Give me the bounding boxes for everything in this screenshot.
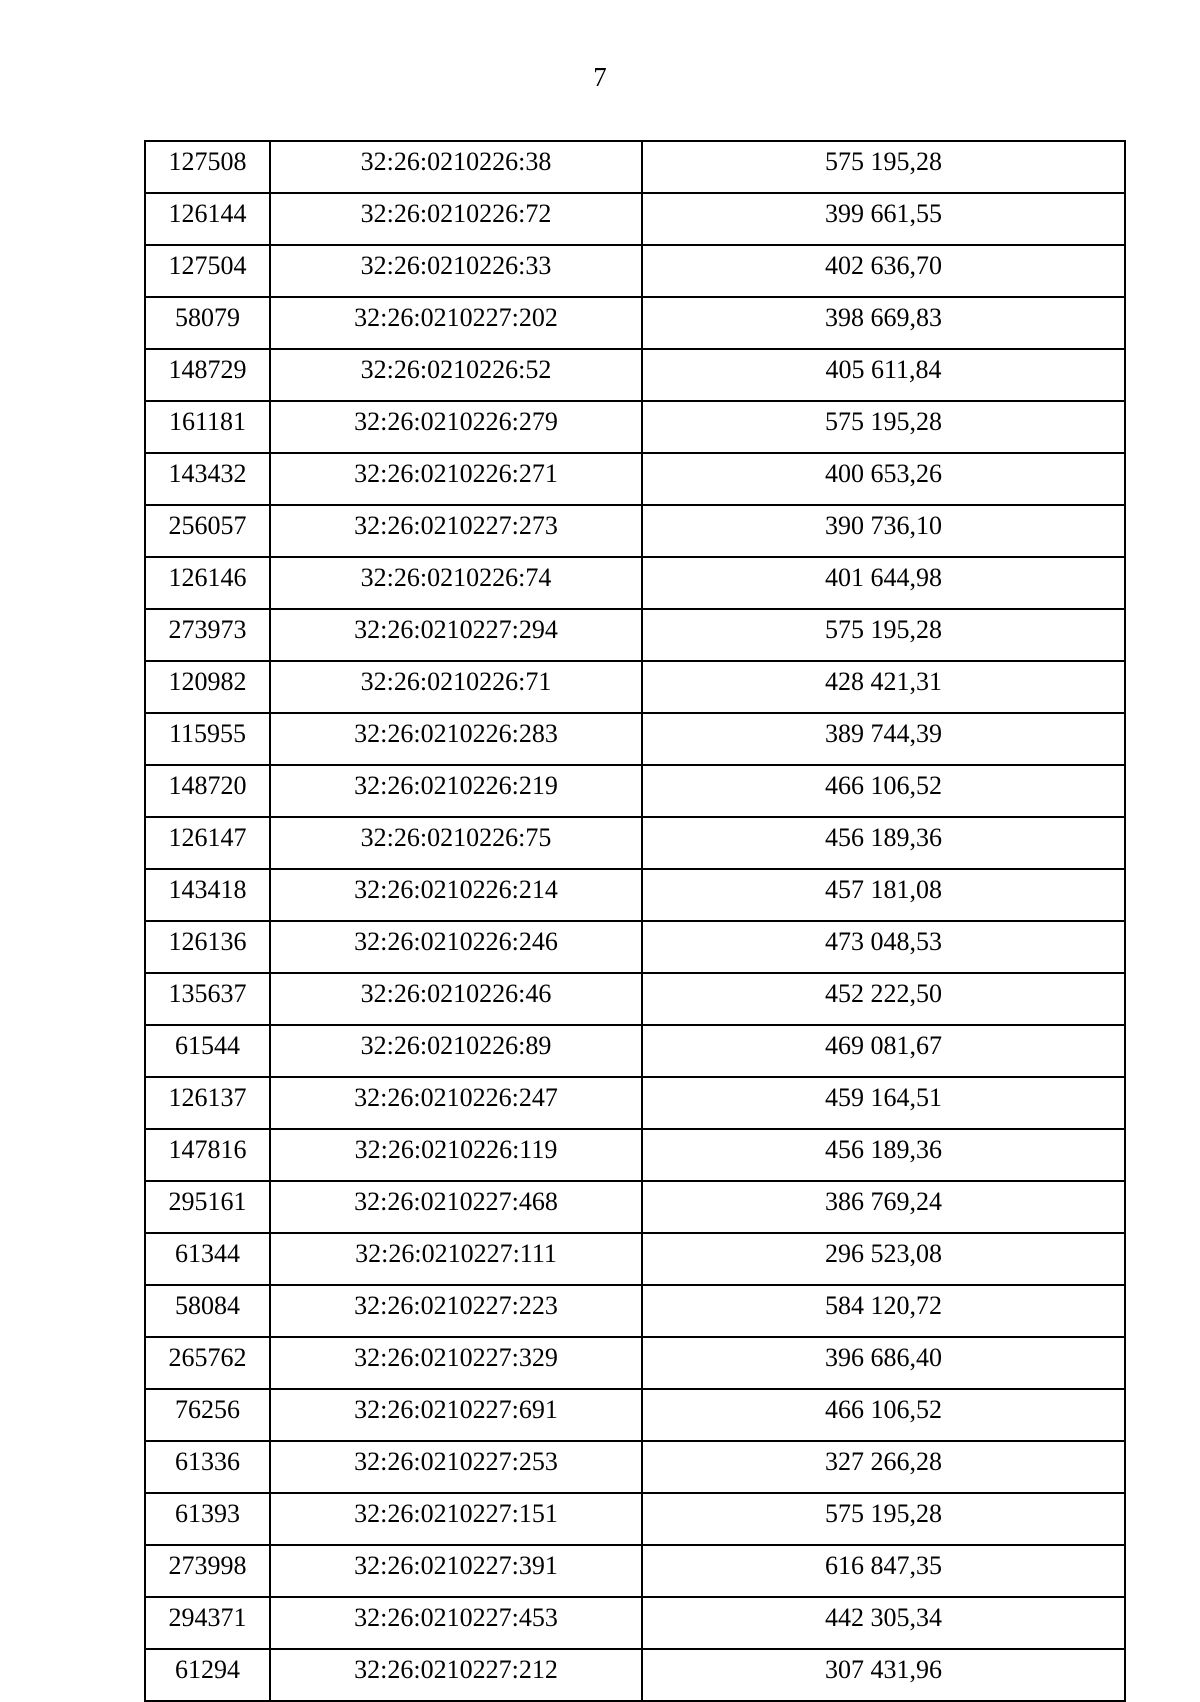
row-id-cell: 256057: [145, 505, 270, 557]
cadastral-value-cell: 405 611,84: [642, 349, 1125, 401]
table-row: [145, 193, 1125, 245]
row-id-cell: 295161: [145, 1181, 270, 1233]
cadastral-number-cell: 32:26:0210227:391: [270, 1545, 642, 1597]
row-id-cell: 294371: [145, 1597, 270, 1649]
row-id-cell: 265762: [145, 1337, 270, 1389]
cadastral-number-cell: 32:26:0210226:247: [270, 1077, 642, 1129]
cadastral-number-cell: 32:26:0210226:89: [270, 1025, 642, 1077]
table-row: [145, 1129, 1125, 1181]
table-row: [145, 973, 1125, 1025]
cadastral-number-cell: 32:26:0210226:71: [270, 661, 642, 713]
row-id-cell: 148720: [145, 765, 270, 817]
row-id-cell: 126146: [145, 557, 270, 609]
row-id-cell: 58084: [145, 1285, 270, 1337]
table-row: [145, 401, 1125, 453]
table-row: [145, 817, 1125, 869]
page-number: 7: [593, 62, 607, 92]
table-row: [145, 765, 1125, 817]
cadastral-number-cell: 32:26:0210227:151: [270, 1493, 642, 1545]
table-row: [145, 141, 1125, 193]
row-id-cell: 61544: [145, 1025, 270, 1077]
cadastral-number-cell: 32:26:0210226:75: [270, 817, 642, 869]
table-row: [145, 1025, 1125, 1077]
table-row: [145, 921, 1125, 973]
row-id-cell: 126137: [145, 1077, 270, 1129]
row-id-cell: 58079: [145, 297, 270, 349]
cadastral-value-cell: 575 195,28: [642, 141, 1125, 193]
row-id-cell: 273973: [145, 609, 270, 661]
cadastral-value-cell: 402 636,70: [642, 245, 1125, 297]
table-row: [145, 297, 1125, 349]
table-row: [145, 1441, 1125, 1493]
table-row: [145, 1649, 1125, 1701]
table-row: [145, 1545, 1125, 1597]
cadastral-number-cell: 32:26:0210226:33: [270, 245, 642, 297]
cadastral-value-cell: 442 305,34: [642, 1597, 1125, 1649]
cadastral-number-cell: 32:26:0210227:691: [270, 1389, 642, 1441]
cadastral-value-cell: 296 523,08: [642, 1233, 1125, 1285]
table-row: [145, 245, 1125, 297]
row-id-cell: 61344: [145, 1233, 270, 1285]
cadastral-value-cell: 456 189,36: [642, 817, 1125, 869]
row-id-cell: 143432: [145, 453, 270, 505]
table-row: [145, 1597, 1125, 1649]
cadastral-value-cell: 307 431,96: [642, 1649, 1125, 1701]
cadastral-value-cell: 396 686,40: [642, 1337, 1125, 1389]
cadastral-value-cell: 466 106,52: [642, 1389, 1125, 1441]
cadastral-value-cell: 575 195,28: [642, 609, 1125, 661]
row-id-cell: 76256: [145, 1389, 270, 1441]
cadastral-number-cell: 32:26:0210226:74: [270, 557, 642, 609]
table-row: [145, 1493, 1125, 1545]
cadastral-number-cell: 32:26:0210227:294: [270, 609, 642, 661]
table-row: [145, 609, 1125, 661]
cadastral-value-cell: 399 661,55: [642, 193, 1125, 245]
cadastral-number-cell: 32:26:0210226:279: [270, 401, 642, 453]
row-id-cell: 61393: [145, 1493, 270, 1545]
cadastral-value-cell: 401 644,98: [642, 557, 1125, 609]
row-id-cell: 126147: [145, 817, 270, 869]
cadastral-number-cell: 32:26:0210226:283: [270, 713, 642, 765]
row-id-cell: 143418: [145, 869, 270, 921]
cadastral-number-cell: 32:26:0210226:119: [270, 1129, 642, 1181]
row-id-cell: 115955: [145, 713, 270, 765]
cadastral-number-cell: 32:26:0210227:202: [270, 297, 642, 349]
row-id-cell: 126144: [145, 193, 270, 245]
cadastral-value-cell: 616 847,35: [642, 1545, 1125, 1597]
cadastral-value-cell: 428 421,31: [642, 661, 1125, 713]
row-id-cell: 126136: [145, 921, 270, 973]
cadastral-value-cell: 473 048,53: [642, 921, 1125, 973]
row-id-cell: 148729: [145, 349, 270, 401]
cadastral-value-table: [144, 140, 1126, 1702]
table-row: [145, 713, 1125, 765]
row-id-cell: 273998: [145, 1545, 270, 1597]
cadastral-value-cell: 457 181,08: [642, 869, 1125, 921]
cadastral-number-cell: 32:26:0210226:271: [270, 453, 642, 505]
cadastral-number-cell: 32:26:0210226:72: [270, 193, 642, 245]
cadastral-number-cell: 32:26:0210227:253: [270, 1441, 642, 1493]
cadastral-number-cell: 32:26:0210226:219: [270, 765, 642, 817]
table-row: [145, 1285, 1125, 1337]
cadastral-number-cell: 32:26:0210227:111: [270, 1233, 642, 1285]
cadastral-number-cell: 32:26:0210227:453: [270, 1597, 642, 1649]
cadastral-value-cell: 389 744,39: [642, 713, 1125, 765]
table-row: [145, 557, 1125, 609]
row-id-cell: 127508: [145, 141, 270, 193]
cadastral-value-cell: 452 222,50: [642, 973, 1125, 1025]
cadastral-number-cell: 32:26:0210226:214: [270, 869, 642, 921]
cadastral-value-cell: 327 266,28: [642, 1441, 1125, 1493]
cadastral-value-cell: 459 164,51: [642, 1077, 1125, 1129]
cadastral-number-cell: 32:26:0210227:468: [270, 1181, 642, 1233]
table-row: [145, 1337, 1125, 1389]
table-row: [145, 1077, 1125, 1129]
table-row: [145, 869, 1125, 921]
table-row: [145, 1389, 1125, 1441]
cadastral-value-cell: 400 653,26: [642, 453, 1125, 505]
cadastral-number-cell: 32:26:0210227:329: [270, 1337, 642, 1389]
row-id-cell: 147816: [145, 1129, 270, 1181]
table-row: [145, 453, 1125, 505]
cadastral-number-cell: 32:26:0210227:273: [270, 505, 642, 557]
row-id-cell: 120982: [145, 661, 270, 713]
table-body: [145, 141, 1125, 1701]
row-id-cell: 161181: [145, 401, 270, 453]
cadastral-value-cell: 575 195,28: [642, 1493, 1125, 1545]
cadastral-value-cell: 469 081,67: [642, 1025, 1125, 1077]
cadastral-number-cell: 32:26:0210226:52: [270, 349, 642, 401]
cadastral-number-cell: 32:26:0210227:223: [270, 1285, 642, 1337]
cadastral-value-cell: 398 669,83: [642, 297, 1125, 349]
cadastral-value-cell: 466 106,52: [642, 765, 1125, 817]
cadastral-value-cell: 575 195,28: [642, 401, 1125, 453]
table-row: [145, 661, 1125, 713]
row-id-cell: 135637: [145, 973, 270, 1025]
table-row: [145, 349, 1125, 401]
cadastral-number-cell: 32:26:0210227:212: [270, 1649, 642, 1701]
cadastral-number-cell: 32:26:0210226:46: [270, 973, 642, 1025]
cadastral-number-cell: 32:26:0210226:246: [270, 921, 642, 973]
row-id-cell: 127504: [145, 245, 270, 297]
cadastral-value-cell: 584 120,72: [642, 1285, 1125, 1337]
table-row: [145, 505, 1125, 557]
table-row: [145, 1181, 1125, 1233]
cadastral-value-cell: 386 769,24: [642, 1181, 1125, 1233]
row-id-cell: 61336: [145, 1441, 270, 1493]
cadastral-number-cell: 32:26:0210226:38: [270, 141, 642, 193]
cadastral-value-cell: 390 736,10: [642, 505, 1125, 557]
cadastral-value-cell: 456 189,36: [642, 1129, 1125, 1181]
row-id-cell: 61294: [145, 1649, 270, 1701]
table-row: [145, 1233, 1125, 1285]
